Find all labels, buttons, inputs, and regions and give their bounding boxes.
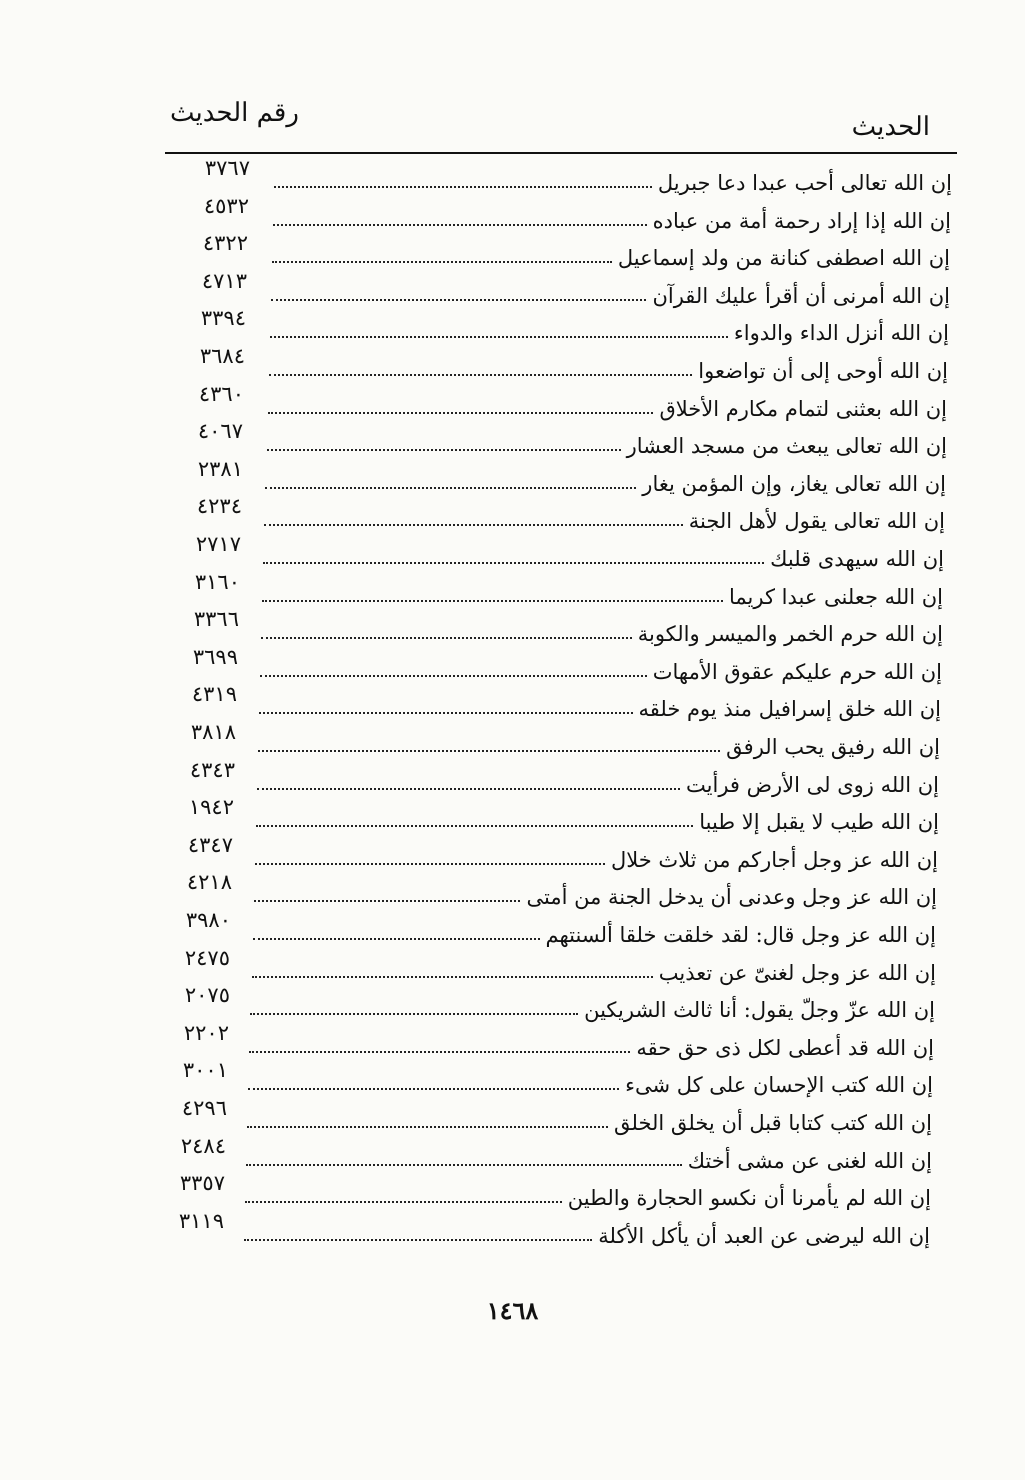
index-entry bbox=[256, 799, 939, 833]
hadith-text: إن الله حرم الخمر والميسر والكوبة bbox=[637, 622, 943, 647]
column-header-hadith-number: رقم الحديث bbox=[170, 98, 299, 128]
hadith-number: ٤٣٦٠ bbox=[198, 381, 244, 406]
index-entry bbox=[249, 1025, 934, 1059]
index-entry bbox=[274, 160, 952, 194]
hadith-text: إن الله عز وجل لغنىّ عن تعذيب bbox=[658, 960, 936, 985]
hadith-number: ٣٦٨٤ bbox=[199, 344, 245, 368]
hadith-text: إن الله خلق إسرافيل منذ يوم خلقه bbox=[638, 697, 941, 722]
dot-leader bbox=[273, 224, 647, 226]
hadith-number: ٢٤٨٤ bbox=[180, 1133, 226, 1158]
hadith-number: ٣٣٩٤ bbox=[200, 306, 246, 331]
dot-leader bbox=[263, 562, 764, 564]
hadith-number: ٤٣١٩ bbox=[191, 682, 237, 707]
dot-leader bbox=[248, 1088, 619, 1090]
dot-leader bbox=[260, 675, 647, 677]
hadith-text: إن الله طيب لا يقبل إلا طيبا bbox=[699, 810, 939, 835]
index-entry bbox=[263, 536, 944, 570]
dot-leader bbox=[249, 1051, 630, 1053]
hadith-number: ٣٩٨٠ bbox=[185, 908, 231, 932]
hadith-text: إن الله سيهدى قلبك bbox=[770, 547, 944, 571]
index-entry bbox=[246, 1138, 932, 1172]
hadith-text: إن الله لغنى عن مشى أختك bbox=[687, 1148, 932, 1173]
hadith-number: ٢٢٠٢ bbox=[183, 1020, 229, 1045]
index-entry bbox=[250, 987, 935, 1021]
dot-leader bbox=[265, 487, 636, 489]
dot-leader bbox=[256, 825, 693, 827]
hadith-text: إن الله زوى لى الأرض فرأيت bbox=[686, 772, 939, 797]
hadith-text: إن الله عز وجل أجاركم من ثلاث خلال bbox=[610, 847, 938, 872]
dot-leader bbox=[271, 299, 646, 301]
hadith-text: إن الله قد أعطى لكل ذى حق حقه bbox=[636, 1035, 934, 1060]
hadith-number: ٣٦٩٩ bbox=[192, 644, 238, 669]
hadith-number: ٣٣٦٦ bbox=[193, 607, 239, 632]
index-entry bbox=[257, 762, 939, 796]
dot-leader bbox=[270, 336, 728, 338]
hadith-number: ٣٨١٨ bbox=[190, 720, 236, 744]
hadith-number: ٤٣٢٢ bbox=[202, 231, 248, 256]
index-entry bbox=[271, 273, 950, 307]
dot-leader bbox=[257, 788, 680, 790]
hadith-text: إن الله تعالى يبعث من مسجد العشار bbox=[626, 434, 947, 459]
dot-leader bbox=[267, 449, 621, 451]
index-entry bbox=[262, 574, 943, 608]
index-entry bbox=[270, 310, 949, 344]
dot-leader bbox=[255, 863, 605, 865]
dot-leader bbox=[253, 938, 540, 940]
index-entry bbox=[248, 1062, 933, 1096]
hadith-text: إن الله عز وجل قال: لقد خلقت خلقا ألسنتهم bbox=[545, 923, 936, 947]
hadith-number: ٤٣٤٧ bbox=[187, 832, 233, 857]
hadith-text: إن الله أوحى إلى أن تواضعوا bbox=[698, 359, 948, 383]
dot-leader bbox=[264, 524, 683, 526]
hadith-number: ٣٠٠١ bbox=[182, 1058, 228, 1083]
hadith-number: ٣٧٦٧ bbox=[204, 156, 250, 180]
hadith-text: إن الله إذا إراد رحمة أمة من عباده bbox=[652, 208, 951, 233]
hadith-text: إن الله عز وجل وعدنى أن يدخل الجنة من أمتى bbox=[526, 885, 937, 910]
index-entry bbox=[254, 874, 937, 908]
hadith-text: إن الله كتب الإحسان على كل شىء bbox=[625, 1073, 933, 1098]
index-entry bbox=[272, 235, 950, 269]
hadith-number: ١٩٤٢ bbox=[188, 795, 234, 820]
index-entry bbox=[247, 1100, 932, 1134]
dot-leader bbox=[244, 1239, 592, 1241]
dot-leader bbox=[254, 900, 520, 902]
index-entry bbox=[253, 912, 936, 946]
hadith-text: إن الله كتب كتابا قبل أن يخلق الخلق bbox=[613, 1111, 932, 1135]
dot-leader bbox=[252, 976, 653, 978]
dot-leader bbox=[269, 374, 692, 376]
hadith-number: ٤٣٤٣ bbox=[189, 757, 235, 782]
hadith-text: إن الله تعالى يقول لأهل الجنة bbox=[688, 509, 945, 534]
hadith-text: إن الله لم يأمرنا أن نكسو الحجارة والطين bbox=[567, 1186, 931, 1211]
index-entry bbox=[255, 837, 938, 871]
hadith-number: ٢٠٧٥ bbox=[184, 983, 230, 1008]
hadith-text: إن الله تعالى أحب عبدا دعا جبريل bbox=[657, 171, 952, 195]
hadith-text: إن الله رفيق يحب الرفق bbox=[726, 735, 940, 759]
dot-leader bbox=[250, 1013, 578, 1015]
hadith-text: إن الله حرم عليكم عقوق الأمهات bbox=[652, 659, 942, 684]
hadith-number: ٢٣٨١ bbox=[197, 456, 243, 481]
index-entry bbox=[244, 1213, 930, 1247]
hadith-number: ٣١١٩ bbox=[178, 1208, 224, 1233]
dot-leader bbox=[262, 600, 723, 602]
dot-leader bbox=[258, 750, 720, 752]
index-entry bbox=[268, 386, 947, 420]
hadith-number: ٤٠٦٧ bbox=[197, 419, 243, 444]
index-entry bbox=[260, 649, 942, 683]
hadith-text: إن الله عزّ وجلّ يقول: أنا ثالث الشريكين bbox=[584, 998, 935, 1023]
dot-leader bbox=[247, 1126, 608, 1128]
index-entry bbox=[264, 498, 945, 532]
hadith-text: إن الله تعالى يغاز، وإن المؤمن يغار bbox=[642, 471, 946, 496]
hadith-number: ٤٢٣٤ bbox=[196, 494, 242, 519]
hadith-number: ٢٧١٧ bbox=[195, 532, 241, 556]
hadith-text: إن الله اصطفى كنانة من ولد إسماعيل bbox=[617, 246, 950, 271]
hadith-number: ٤٥٣٢ bbox=[203, 193, 249, 218]
hadith-number: ٣١٦٠ bbox=[194, 569, 240, 594]
page-number: ١٤٦٨ bbox=[486, 1296, 539, 1325]
index-entry bbox=[267, 423, 947, 457]
hadith-number: ٢٤٧٥ bbox=[184, 945, 230, 970]
hadith-text: إن الله أنزل الداء والدواء bbox=[733, 321, 949, 346]
hadith-number: ٣٣٥٧ bbox=[179, 1171, 225, 1196]
dot-leader bbox=[274, 186, 652, 188]
dot-leader bbox=[259, 712, 633, 714]
dot-leader bbox=[246, 1164, 682, 1166]
hadith-text: إن الله بعثنى لتمام مكارم الأخلاق bbox=[659, 396, 947, 421]
hadith-text: إن الله أمرنى أن أقرأ عليك القرآن bbox=[652, 283, 950, 308]
index-entry bbox=[269, 348, 948, 382]
hadith-number: ٤٢٩٦ bbox=[181, 1096, 227, 1120]
index-entry bbox=[273, 198, 951, 232]
column-header-hadith: الحديث bbox=[851, 112, 930, 142]
hadith-number: ٤٢١٨ bbox=[186, 870, 232, 895]
index-entry bbox=[261, 611, 943, 645]
index-entry bbox=[259, 686, 941, 720]
index-entry bbox=[252, 950, 936, 984]
hadith-text: إن الله ليرضى عن العبد أن يأكل الأكلة bbox=[598, 1223, 930, 1248]
hadith-text: إن الله جعلنى عبدا كريما bbox=[729, 584, 943, 609]
index-entry bbox=[258, 724, 940, 758]
index-entry bbox=[245, 1175, 931, 1209]
dot-leader bbox=[268, 412, 653, 414]
dot-leader bbox=[245, 1201, 562, 1203]
index-entry bbox=[265, 461, 946, 495]
dot-leader bbox=[261, 637, 632, 639]
hadith-number: ٤٧١٣ bbox=[201, 268, 247, 293]
dot-leader bbox=[272, 261, 612, 263]
